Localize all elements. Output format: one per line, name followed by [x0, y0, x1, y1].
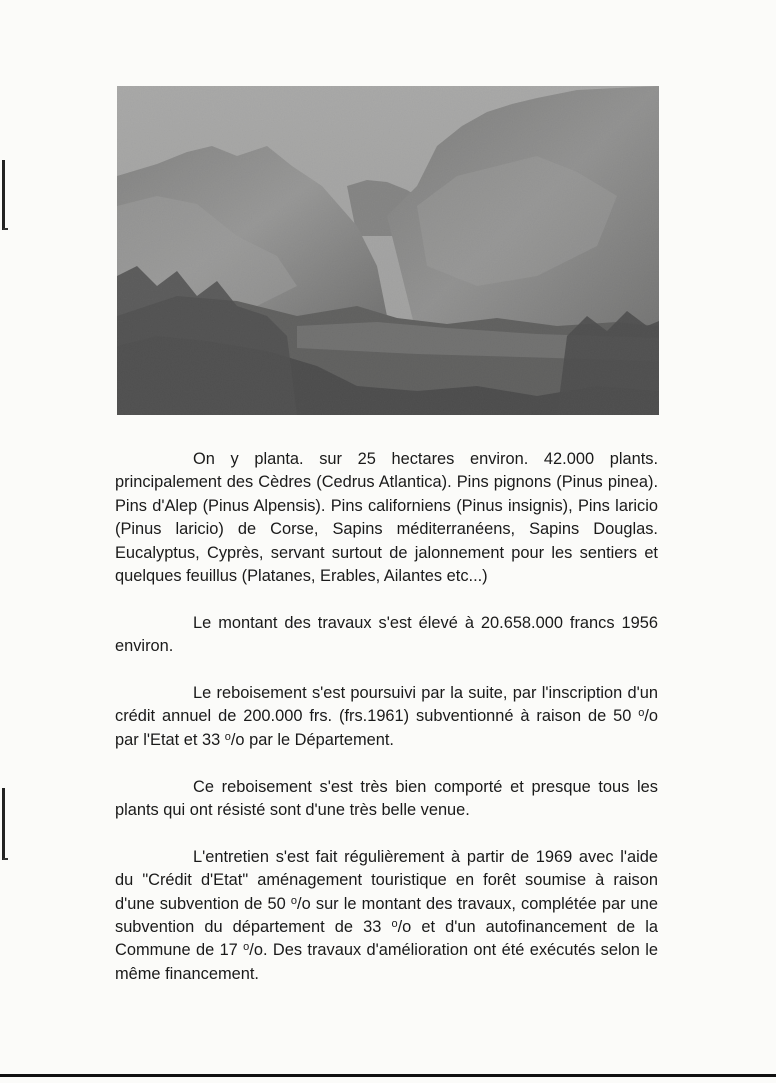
binding-tick-top: [3, 228, 8, 230]
paragraph-behavior-text: Ce reboisement s'est très bien comporté et presque tous les plants qui ont résisté sont d'une très belle venue.: [115, 777, 658, 820]
percent-sup: o: [243, 941, 250, 954]
paragraph-reforestation: [115, 682, 658, 752]
binding-tick-bottom: [3, 858, 8, 860]
maintenance-text-b: sur le montant des travaux, complétée par une subvention du département de 33: [115, 894, 659, 937]
paragraph-planting: [115, 448, 658, 588]
percent-sup: o: [638, 707, 645, 720]
reforestation-text-a: Le reboisement s'est poursuivi par la suite, par l'inscription d'un crédit annuel de 200.000 frs. (frs.1961) subventionné à raison de 50: [115, 684, 658, 726]
percent-sub: /o: [230, 730, 245, 749]
paragraph-behavior: [115, 776, 658, 823]
percent-sup: o: [391, 918, 398, 931]
binding-mark-bottom: [2, 788, 5, 860]
paragraph-cost-text: Le montant des travaux s'est élevé à 20.658.000 francs 1956 environ.: [115, 613, 658, 656]
page-bottom-edge: [0, 1074, 776, 1077]
percent-sub: /o: [397, 918, 412, 937]
paragraph-maintenance: [115, 846, 658, 986]
percent-sup: o: [224, 730, 231, 743]
percent-sup: o: [290, 894, 298, 907]
paragraph-planting-text: On y planta. sur 25 hectares environ. 42.000 plants. principalement des Cèdres (Cedrus Atlantica). Pins pignons (Pinus pinea). Pins d'Alep (Pinus Alpensis). Pins californiens (Pinus insignis), Pins laricio (Pinus laricio) de Corse, Sapins méditerranéens, Sapins Douglas. Eucalyptus, Cyprès, servant surtout de jalonnement pour les sentiers et quelques feuillus (Platanes, Erables, Ailantes etc...): [115, 450, 658, 586]
percent-sub: /o: [644, 707, 658, 726]
binding-mark-top: [2, 160, 5, 230]
body-text: [115, 448, 658, 1010]
mountain-illustration: [117, 86, 659, 415]
reforestation-text-c: par le Département.: [249, 730, 394, 749]
percent-sub: /o.: [249, 941, 268, 960]
percent-sub: /o: [297, 894, 311, 913]
landscape-photo: [117, 86, 659, 415]
maintenance-text-a: L'entretien s'est fait régulièrement à partir de 1969 avec l'aide du "Crédit d'Etat" aménagement touristique en forêt soumise à raison d'une subvention de 50: [115, 847, 658, 913]
reforestation-text-b: par l'Etat et 33: [115, 730, 221, 749]
paragraph-cost: [115, 612, 658, 659]
maintenance-text-c: et d'un autofinancement de la Commune de 17: [115, 918, 658, 960]
maintenance-text-d: Des travaux d'amélioration ont été exécutés selon le même financement.: [115, 941, 658, 983]
